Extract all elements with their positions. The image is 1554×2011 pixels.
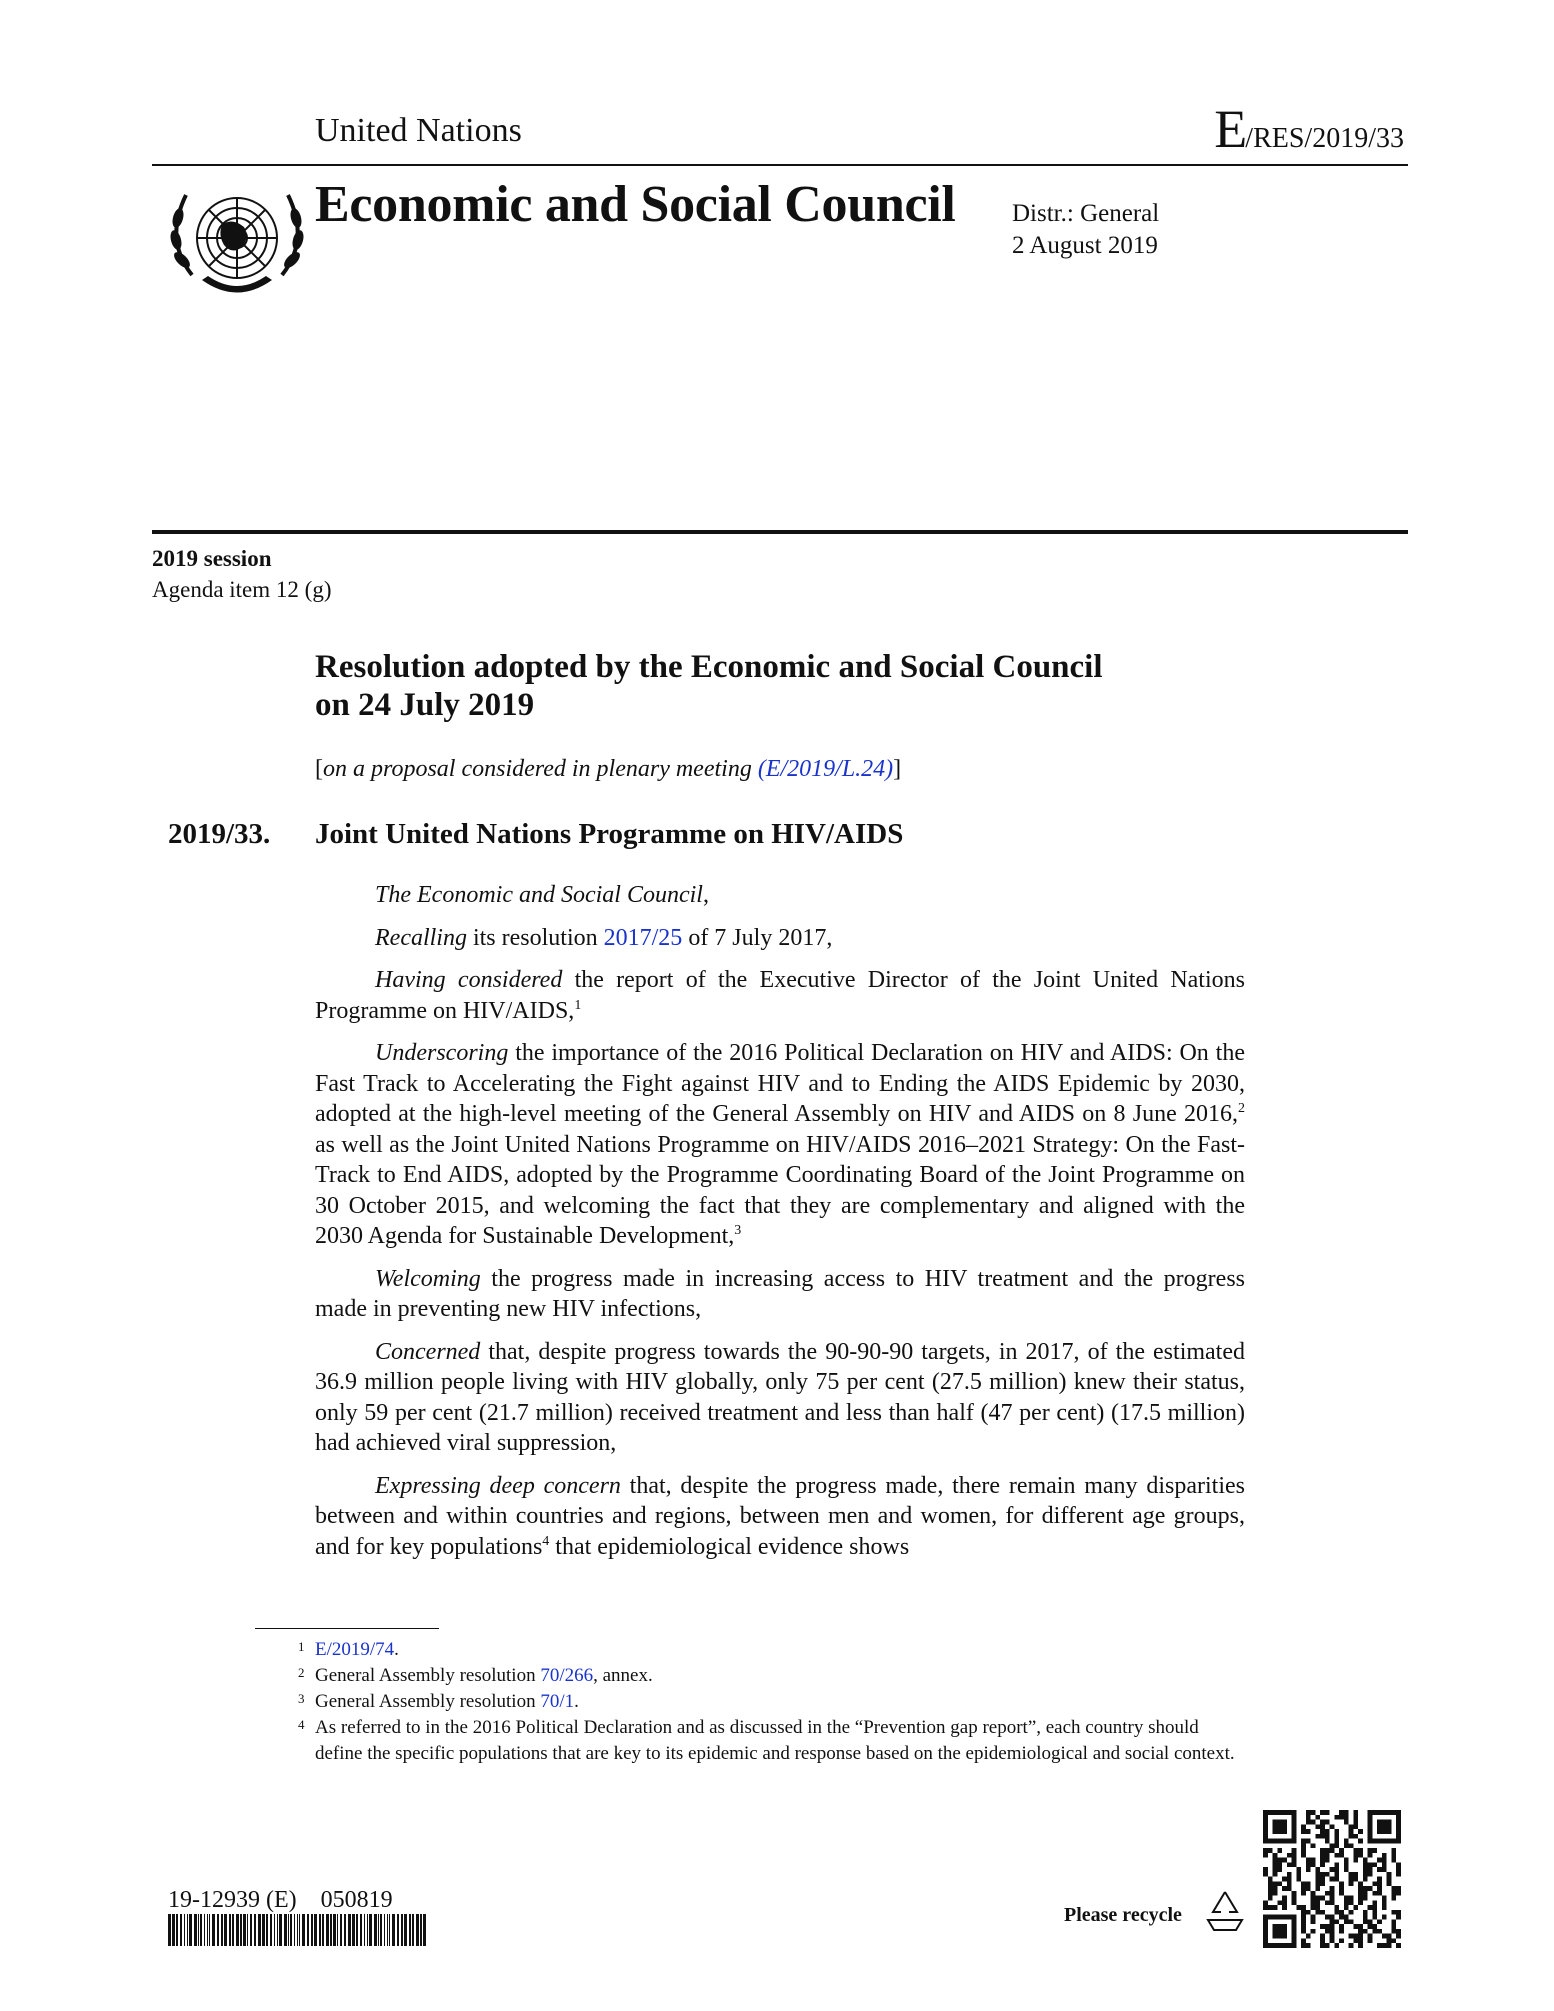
paragraph: Welcoming the progress made in increasing access to HIV treatment and the progress made in preventing new HIV infections,	[315, 1265, 1245, 1322]
proposal-link[interactable]: (E/2019/L.24)	[757, 756, 894, 782]
paragraph: Underscoring the importance of the 2016 Political Declaration on HIV and AIDS: On the Fast Track to Accelerating the Fight against HIV and to Ending the AIDS Epidemic by 2030, adopted at the high-level meeting of the General Assembly on HIV and AIDS on 8 June 2016,$^2$ as well as the Joint United Nations Programme on HIV/AIDS 2016–2021 Strategy: On the Fast-Track to End AIDS, adopted by the Programme Coordinating Board of the Joint Programme on 30 October 2015, and welcoming the fact that they are complementary and aligned with the 2030 Agenda for Sustainable Development,$^3$	[315, 1040, 1245, 1249]
issue-date: 2 August 2019	[1012, 232, 1158, 259]
paragraph: Having considered the report of the Executive Director of the Joint United Nations Programme on HIV/AIDS,$^1$	[315, 967, 1245, 1024]
paragraph: Concerned that, despite progress towards the 90-90-90 targets, in 2017, of the estimated 36.9 million people living with HIV globally, only 75 per cent (27.5 million) knew their status, only 59 per cent (21.7 million) received treatment and less than half (47 per cent) (17.5 million) had achieved viral suppression,	[315, 1338, 1245, 1456]
un-emblem-icon	[162, 180, 312, 305]
symbol-rest: /RES/2019/33	[1245, 123, 1404, 154]
section-rule	[152, 530, 1408, 534]
footnote-link[interactable]: E/2019/74	[315, 1639, 395, 1660]
footnote-ref: 1	[574, 997, 582, 1013]
footnotes	[298, 1637, 1238, 1767]
footnote-rule	[255, 1628, 439, 1629]
symbol-letter: E	[1214, 99, 1246, 159]
document-symbol	[1214, 98, 1404, 160]
barcode-icon	[168, 1914, 426, 1946]
session-title: 2019 session	[152, 546, 272, 571]
document-number: 19-12939 (E) 050819	[168, 1887, 393, 1913]
footnote: 4 As referred to in the 2016 Political Declaration and as discussed in the “Prevention gap report”, each country should define the specific populations that are key to its epidemic and response based on the epidemiological and social context.	[298, 1717, 1235, 1764]
resolution-link[interactable]: 2017/25	[603, 924, 683, 951]
resolution-number: 2019/33.	[168, 818, 271, 850]
resolution-name: Joint United Nations Programme on HIV/AIDS	[315, 818, 904, 850]
proposal-text: on a proposal considered in plenary meeting	[323, 756, 758, 782]
org-name: United Nations	[315, 112, 522, 149]
footnote-link[interactable]: 70/1	[540, 1691, 575, 1712]
paragraph: Recalling its resolution 2017/25 of 7 July 2017,	[375, 924, 833, 951]
please-recycle: Please recycle	[1064, 1904, 1182, 1926]
footnote: 3 General Assembly resolution 70/1.	[298, 1691, 579, 1712]
resolution-heading	[315, 648, 1315, 724]
agenda-item: Agenda item 12 (g)	[152, 577, 332, 602]
resolution-heading-line2: on 24 July 2019	[315, 687, 535, 723]
resolution-body	[315, 880, 1245, 1574]
header-rule	[152, 164, 1408, 166]
recycle-icon	[1200, 1886, 1250, 1936]
session-block	[152, 543, 331, 605]
resolution-heading-line1: Resolution adopted by the Economic and Social Council	[315, 649, 1103, 685]
qr-code-icon	[1263, 1810, 1401, 1948]
distribution: Distr.: General	[1012, 200, 1160, 227]
paragraph: The Economic and Social Council,	[375, 882, 709, 908]
footnote: 2 General Assembly resolution 70/266, annex.	[298, 1665, 653, 1686]
footnote: 1 E/2019/74.	[298, 1639, 399, 1660]
footnote-ref: 2	[1238, 1101, 1245, 1116]
footnote-ref: 3	[734, 1223, 742, 1238]
council-title: Economic and Social Council	[315, 176, 956, 233]
proposal-note: [on a proposal considered in plenary meeting (E/2019/L.24)]	[315, 756, 902, 782]
footnote-link[interactable]: 70/266	[540, 1665, 594, 1686]
distribution-block	[1012, 198, 1159, 262]
footnote-ref: 4	[542, 1533, 550, 1549]
paragraph: Expressing deep concern that, despite the progress made, there remain many disparities between and within countries and regions, between men and women, for different age groups, and for key populations$^4$ that epidemiological evidence shows	[315, 1472, 1245, 1560]
